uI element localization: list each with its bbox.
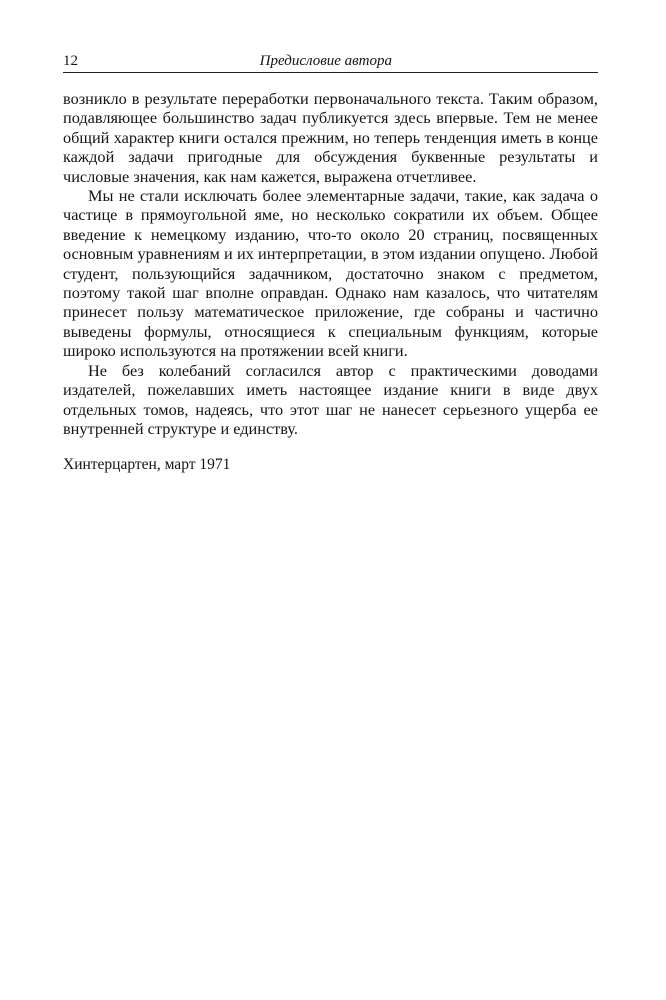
paragraph-2: Мы не стали исключать более элементарные задачи, такие, как задача о частице в прямоугольной яме, но несколько сократили их объем. Общее введение к немецкому изданию, что-то около 20 страниц, посвященных основным уравнениям и их интерпретации, в этом издании опущено. Любой студент, пользующийся задачником, достаточно знаком с предметом, поэтому такой шаг вполне оправдан. Однако нам казалось, что читателям принесет пользу математическое приложение, где собраны и частично выведены формулы, относящиеся к специальным функциям, которые широко используются на протяжении всей книги. [63,186,598,361]
page-header [63,52,598,73]
running-title: Предисловие автора [259,53,392,69]
paragraph-3: Не без колебаний согласился автор с практическими доводами издателей, пожелавших иметь настоящее издание книги в виде двух отдельных томов, надеясь, что этот шаг не нанесет серьезного ущерба ее внутренней структуре и единству. [63,360,598,438]
paragraph-1: возникло в результате переработки первоначального текста. Таким образом, подавляющее большинство задач публикуется здесь впервые. Тем не менее общий характер книги остался прежним, но теперь тенденция иметь в конце каждой задачи пригодные для обсуждения буквенные результаты и числовые значения, как нам кажется, выражена отчетливее. [63,89,598,186]
body-text [63,89,598,438]
page-number: 12 [63,53,78,69]
signature-place-date: Хинтерцартен, март 1971 [63,456,231,473]
